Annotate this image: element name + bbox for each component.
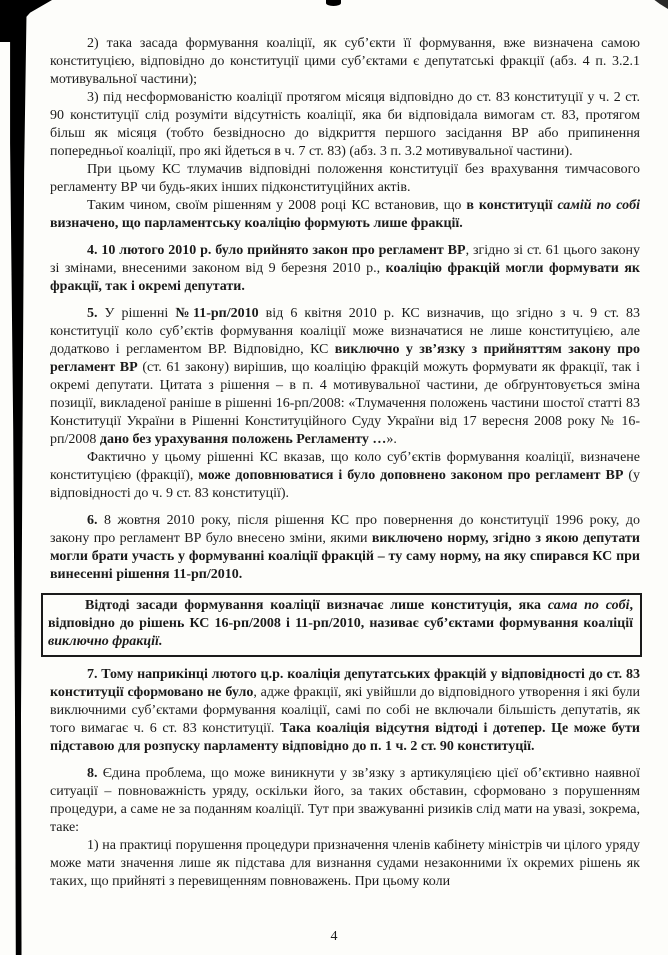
text-run: дано без урахування положень Регламенту … (99, 432, 387, 447)
paragraph (50, 161, 640, 197)
text-run: сама по собі (547, 598, 630, 613)
text-run: виключно у зв’язку з прийняттям закону про регламент ВР (50, 342, 640, 375)
scan-artifact-top-right-mark (650, 0, 668, 9)
text-run: 8 жовтня 2010 року, після рішення КС про повернення до конституції 1996 року, до закону про регламент ВР було внесено зміни, якими (50, 513, 640, 546)
text-run: 3) під несформованістю коаліції протягом місяця відповідно до ст. 83 конституції у ч. 2 ст. 90 конституції слід розуміти відсутність коаліції, яка би відповідала вимогам ст. 83, протягом більш як місяця (тобто безвідносно до відкриття першого засідання ВР або припинення попередньої коаліції, про які йдеться в ч. 7 ст. 83) (абз. 3 п. 3.2 мотивувальної частини). (50, 90, 640, 159)
text-run: , адже фракції, які увійшли до відповідного утворення і які були виключними суб’єктами формування коаліції, самі по собі не включали більшість депутатів, як того вимагає ч. 6 ст. 83 конституції. (50, 685, 640, 736)
page-number: 4 (330, 929, 338, 944)
text-run: коаліцію фракцій могли формувати як фракції, так і окремі депутати. (50, 261, 641, 294)
text-run: Єдина проблема, що може виникнути у зв’язку з артикуляцією цієї об’єктивно наявної ситуації – повноважність уряду, оскільки його, за таких обставин, сформовано з порушенням процедури, а саме не за поданням коаліції. Тут при зважуванні ризиків слід мати на увазі, зокрема, таке: (50, 766, 640, 835)
paragraph (50, 197, 640, 233)
text-run: 5. (87, 306, 98, 321)
scan-artifact-top-mark (326, 0, 341, 6)
text-run: Така коаліція відсутня відтоді і дотепер. Це може бути підставою для розпуску парламенту відповідно до п. 1 ч. 2 ст. 90 конституції. (50, 721, 640, 754)
paragraph (50, 449, 640, 503)
text-run: самій по собі (557, 198, 640, 213)
paragraph (50, 305, 640, 449)
highlight-box-paragraph (41, 593, 642, 657)
text-run: 1) на практиці порушення процедури призначення членів кабінету міністрів чи цілого уряду може мати значення лише як підстава для визнання судами незаконними їх окремих рішень як таких, що прийняті з перевищенням повноважень. При цьому коли (50, 838, 640, 889)
text-run: 2) така засада формування коаліції, як суб’єкти її формування, вже визначена самою конституцією, відповідно до конституції цими суб’єктами є депутатські фракції (абз. 4 п. 3.2.1 мотивувальної частини); (50, 36, 640, 87)
text-run: 6. (87, 513, 98, 528)
text-run: може доповнюватися і було доповнено законом про регламент ВР (198, 468, 624, 483)
paragraph (50, 666, 640, 756)
text-run: У рішенні (97, 306, 176, 321)
text-run: №11-рп/2010 (175, 306, 259, 321)
paragraph (50, 837, 640, 891)
text-run: Таким чином, своїм рішенням у 2008 році КС встановив, що (87, 198, 467, 213)
text-run: Фактично у цьому рішенні КС вказав, що коло суб’єктів формування коаліції, визначене конституцією (фракції), (50, 450, 640, 483)
text-run: 7. Тому наприкінці лютого ц.р. коаліція депутатських фракцій у відповідності до ст. 83 конституції сформовано не було (50, 667, 640, 700)
text-run: виключено норму, згідно з якою депутати могли брати участь у формуванні коаліції фракцій – ту саму норму, на яку спирався КС при винесенні рішення 11-рп/2010. (50, 531, 640, 582)
text-run: , відповідно до рішень КС 16-рп/2008 і 11-рп/2010, називає суб’єктами формування коаліції (48, 598, 633, 631)
document-body (50, 35, 640, 891)
text-run: в конституції (466, 198, 558, 213)
text-run: При цьому КС тлумачив відповідні положення конституції без врахування тимчасового регламенту ВР чи будь-яких інших підконституційних актів. (50, 162, 640, 195)
text-run: , згідно зі ст. 61 цього закону зі змінами, внесеними законом від 9 березня 2010 р., (50, 243, 640, 276)
paragraph (50, 765, 640, 837)
paragraph (50, 89, 640, 161)
paragraph (50, 242, 640, 296)
text-run: 8. (87, 766, 98, 781)
text-run: від 6 квітня 2010 р. КС визначив, що згідно з ч. 9 ст. 83 конституції коло суб’єктів формування коаліції може визначатися не лише конституцією, але додатково і регламентом ВР. Відповідно, КС (50, 306, 641, 357)
text-run: 4. 10 лютого 2010 р. було прийнято закон про регламент ВР (87, 243, 466, 258)
text-run: виключно фракції. (48, 634, 163, 649)
text-run: (у відповідності до ч. 9 ст. 83 конституції). (50, 468, 640, 501)
paragraph (50, 512, 640, 584)
text-run: (ст. 61 закону) вирішив, що коаліцію фракцій можуть формувати як фракції, так і окремі депутати. Цитата з рішення – в п. 4 мотивувальної частини, де обґрунтовується зміна позиції, викладеної раніше в рішенні 16-рп/2008: «Тлумачення положень частини шостої статті 83 Конституції України в Рішенні Конституційного Суду України від 17 вересня 2008 року № 16-рп/2008 (50, 360, 640, 447)
scan-artifact-left-edge (8, 0, 34, 955)
text-run: Відтоді засади формування коаліції визначає лише конституція, яка (85, 598, 548, 613)
text-run: ». (386, 432, 397, 447)
text-run: визначено, що парламентську коаліцію формують лише фракції. (50, 216, 463, 231)
paragraph (50, 35, 640, 89)
